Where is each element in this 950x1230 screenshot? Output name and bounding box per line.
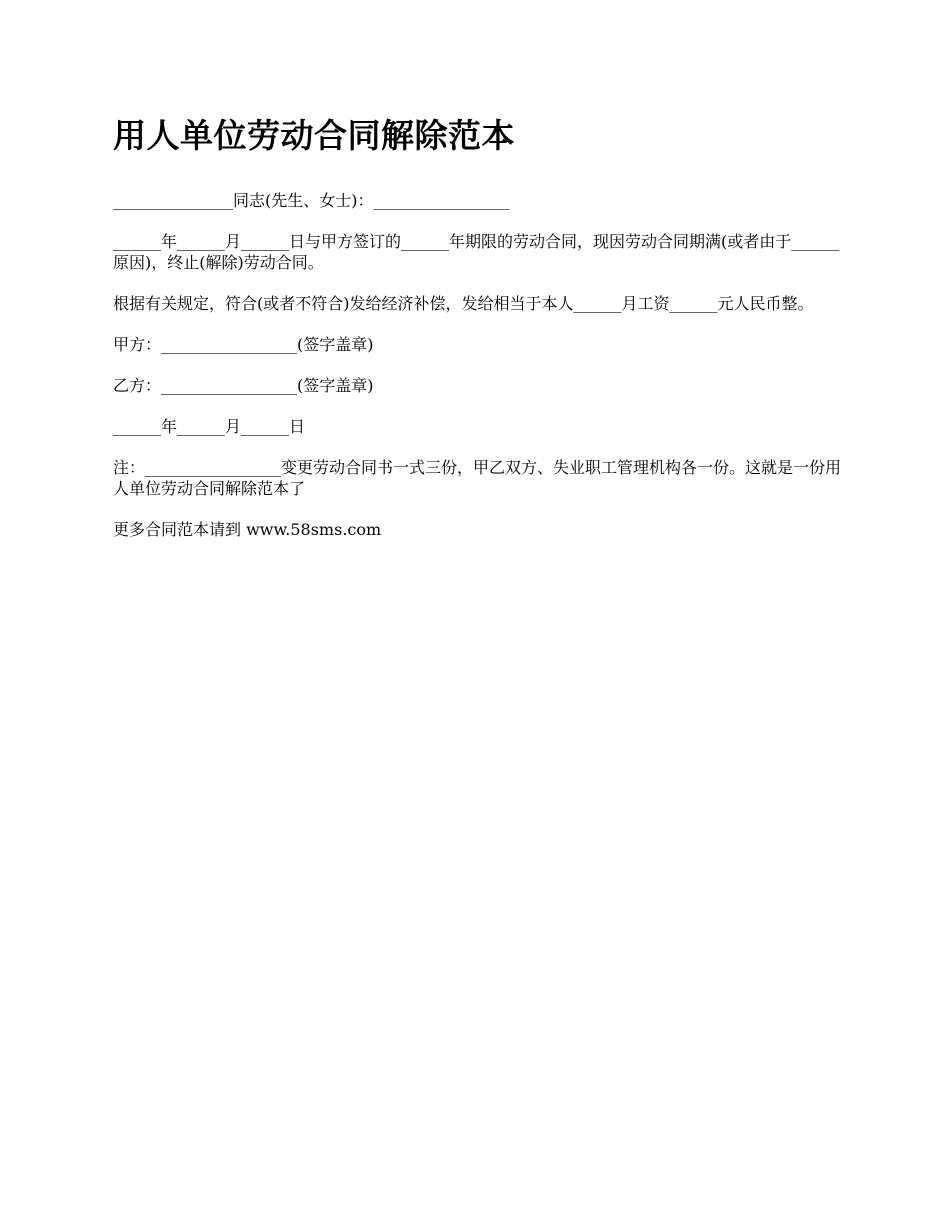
document-title: 用人单位劳动合同解除范本	[113, 116, 515, 155]
document-page	[113, 112, 853, 560]
note-paragraph: 注：_________________变更劳动合同书一式三份，甲乙双方、失业职工管理机构各一份。这就是一份用人单位劳动合同解除范本了	[113, 458, 842, 498]
addressee-line: _______________同志(先生、女士)：_________________	[113, 191, 510, 210]
contract-termination-paragraph: ______年______月______日与甲方签订的______年期限的劳动合同，现因劳动合同期满(或者由于______原因)，终止(解除)劳动合同。	[113, 232, 840, 272]
more-templates-line: 更多合同范本请到 www.58sms.com	[113, 520, 382, 539]
compensation-paragraph: 根据有关规定，符合(或者不符合)发给经济补偿，发给相当于本人______月工资______元人民币整。	[113, 294, 814, 313]
party-a-signature-line: 甲方：_________________(签字盖章)	[113, 335, 374, 354]
party-b-signature-line: 乙方：_________________(签字盖章)	[113, 376, 374, 395]
date-line: ______年______月______日	[113, 417, 306, 436]
